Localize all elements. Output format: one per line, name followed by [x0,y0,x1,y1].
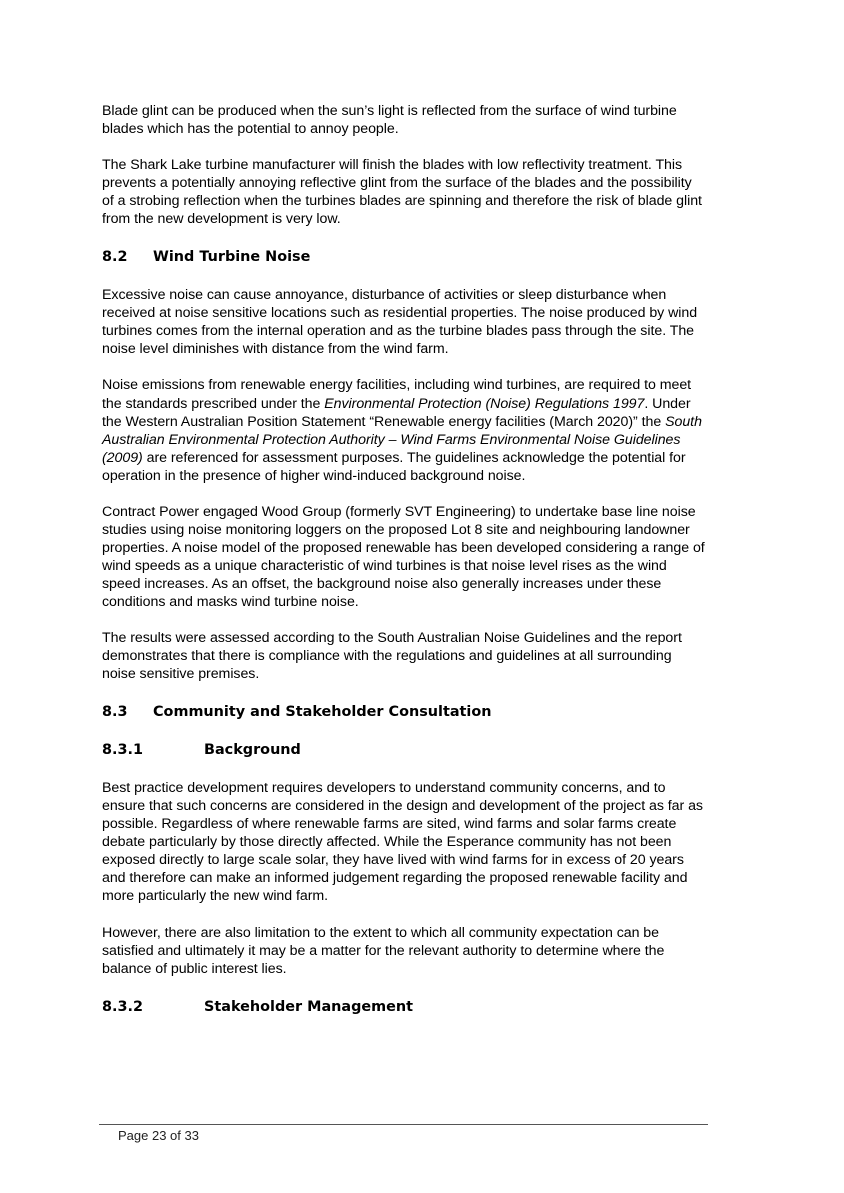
section-title: Background [204,742,301,759]
paragraph-results: The results were assessed according to the South Australian Noise Guidelines and the report demonstrates that there is compliance with the regulations and guidelines at all surrounding noise sensitive premises. [102,630,682,683]
document-body [102,102,706,1016]
section-number: 8.3.2 [102,998,143,1015]
section-number: 8.3 [102,704,128,721]
paragraph-contract-power: Contract Power engaged Wood Group (formerly SVT Engineering) to undertake base line noise studies using noise monitoring loggers on the proposed Lot 8 site and neighbouring landowner properties. A noise model of the proposed renewable has been developed considering a range of wind speeds as a unique characteristic of wind turbines is that noise level rises as the wind speed increases. As an offset, the background noise also generally increases under these conditions and masks wind turbine noise. [102,503,705,610]
paragraph-blade-treatment: The Shark Lake turbine manufacturer will finish the blades with low reflectivity treatment. This prevents a potentially annoying reflective glint from the surface of the blades and the possibility of a strobing reflection when the turbines blades are spinning and therefore the risk of blade glint from the new development is very low. [102,157,702,228]
paragraph-best-practice: Best practice development requires developers to understand community concerns, and to ensure that such concerns are considered in the design and development of the project as far as possible. Regardless of where renewable farms are sited, wind farms and solar farms create debate particularly by those directly affected. While the Esperance community has not been exposed directly to large scale solar, they have lived with wind farms for in excess of 20 years and therefore can make an informed judgement regarding the proposed renewable facility and more particularly the new wind farm. [102,780,703,905]
page-number: Page 23 of 33 [118,1128,199,1143]
heading-8-3-1 [102,741,706,759]
heading-8-3 [102,703,706,721]
paragraph-noise-emissions: Noise emissions from renewable energy facilities, including wind turbines, are required to meet the standards prescribed under the Environmental Protection (Noise) Regulations 1997. Under the Western Australian Position Statement “Renewable energy facilities (March 2020)” the South Australian Environmental Protection Authority – Wind Farms Environmental Noise Guidelines (2009) are referenced for assessment purposes. The guidelines acknowledge the potential for operation in the presence of higher wind-induced background noise. [102,377,702,484]
heading-8-3-2 [102,998,706,1016]
paragraph-limitation: However, there are also limitation to the extent to which all community expectation can be satisfied and ultimately it may be a matter for the relevant authority to determine where the balance of public interest lies. [102,924,665,977]
paragraph-blade-glint: Blade glint can be produced when the sun’s light is reflected from the surface of wind turbine blades which has the potential to annoy people. [102,103,677,138]
heading-8-2 [102,248,706,266]
section-title: Stakeholder Management [204,998,414,1015]
section-title: Community and Stakeholder Consultation [153,704,492,721]
section-title: Wind Turbine Noise [153,249,311,266]
section-number: 8.2 [102,249,128,266]
section-number: 8.3.1 [102,742,143,759]
paragraph-excessive-noise: Excessive noise can cause annoyance, disturbance of activities or sleep disturbance when received at noise sensitive locations such as residential properties. The noise produced by wind turbines comes from the internal operation and as the turbine blades pass through the site. The noise level diminishes with distance from the wind farm. [102,287,698,358]
footer-divider [99,1124,708,1125]
